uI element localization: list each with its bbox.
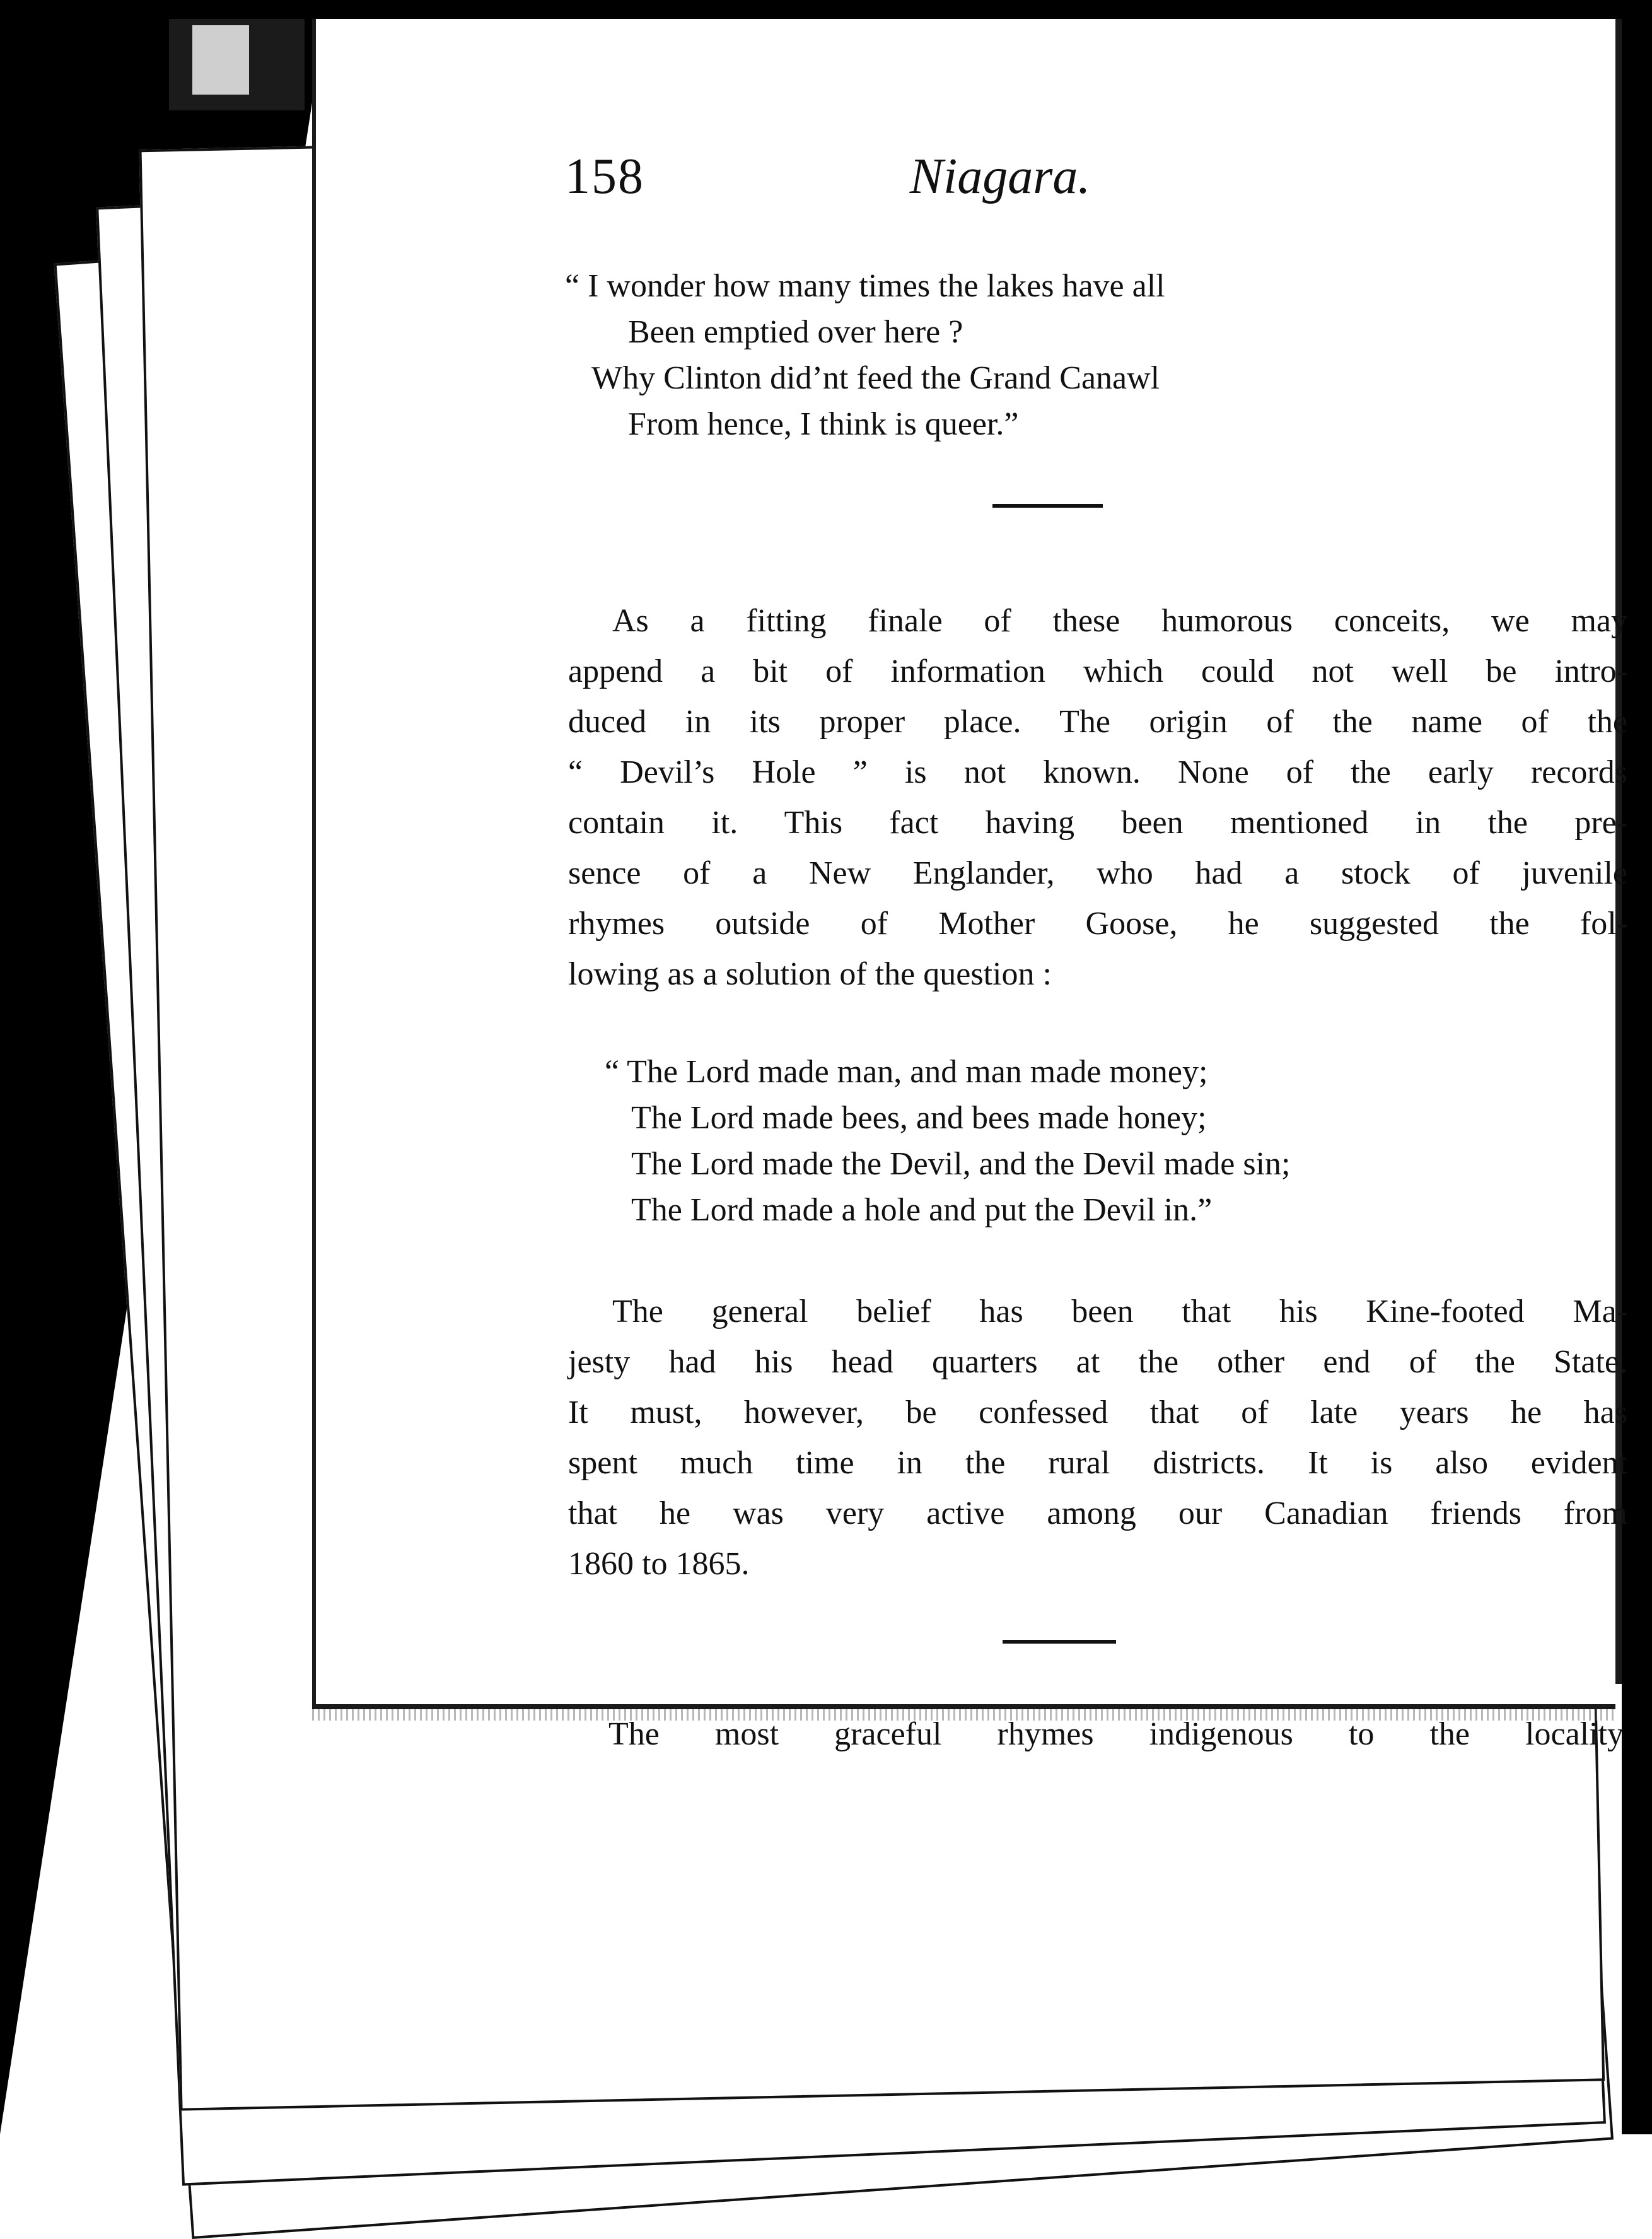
paragraph-line: “ Devil’s Hole ” is not known. None of the early records xyxy=(568,754,1627,790)
paragraph-line: sence of a New Englander, who had a stock of juvenile xyxy=(568,855,1627,891)
scan-top-border xyxy=(0,0,1652,19)
book-page xyxy=(312,19,1627,1709)
verse-line: The Lord made a hole and put the Devil in.” xyxy=(631,1192,1213,1228)
running-title: Niagara. xyxy=(909,149,1091,204)
paragraph-line: The general belief has been that his Kine-footed Ma- xyxy=(612,1294,1627,1330)
verse-line: The Lord made the Devil, and the Devil made sin; xyxy=(631,1146,1291,1182)
verse-line: From hence, I think is queer.” xyxy=(628,406,1019,442)
paragraph-line: contain it. This fact having been mentioned in the pre- xyxy=(568,805,1627,841)
paragraph-graceful-rhymes xyxy=(564,1709,1624,1760)
paragraph-line: append a bit of information which could not well be intro- xyxy=(568,653,1627,689)
verse-line: “ I wonder how many times the lakes have all xyxy=(565,268,1165,304)
verse-lakes xyxy=(565,263,1165,447)
paragraph-line: duced in its proper place. The origin of the name of the xyxy=(568,704,1627,740)
paragraph-general-belief xyxy=(568,1287,1627,1589)
paragraph-line: that he was very active among our Canadian friends from xyxy=(568,1495,1627,1531)
section-divider xyxy=(992,504,1103,508)
paragraph-line: As a fitting finale of these humorous conceits, we may xyxy=(612,603,1627,639)
verse-lord-made xyxy=(605,1049,1290,1233)
scan-right-border xyxy=(1622,0,1652,2134)
paragraph-line: rhymes outside of Mother Goose, he suggested the fol- xyxy=(568,906,1627,942)
spine-highlight xyxy=(192,25,249,95)
page-header xyxy=(565,148,1435,218)
paragraph-line: It must, however, be confessed that of late years he has xyxy=(568,1394,1627,1430)
paragraph-line: spent much time in the rural districts. It is also evident xyxy=(568,1445,1627,1481)
paragraph-line: lowing as a solution of the question : xyxy=(568,956,1052,992)
section-divider xyxy=(1003,1640,1116,1644)
page-number: 158 xyxy=(565,149,644,204)
paragraph-line: The most graceful rhymes indigenous to the locality xyxy=(608,1716,1624,1752)
verse-line: Been emptied over here ? xyxy=(628,314,963,350)
paragraph-line: jesty had his head quarters at the other end of the State. xyxy=(568,1344,1627,1380)
verse-line: Why Clinton did’nt feed the Grand Canawl xyxy=(591,360,1160,396)
verse-line: The Lord made bees, and bees made honey; xyxy=(631,1100,1207,1136)
paragraph-line: 1860 to 1865. xyxy=(568,1546,750,1582)
paragraph-devils-hole xyxy=(568,596,1627,1000)
verse-line: “ The Lord made man, and man made money; xyxy=(605,1054,1208,1090)
